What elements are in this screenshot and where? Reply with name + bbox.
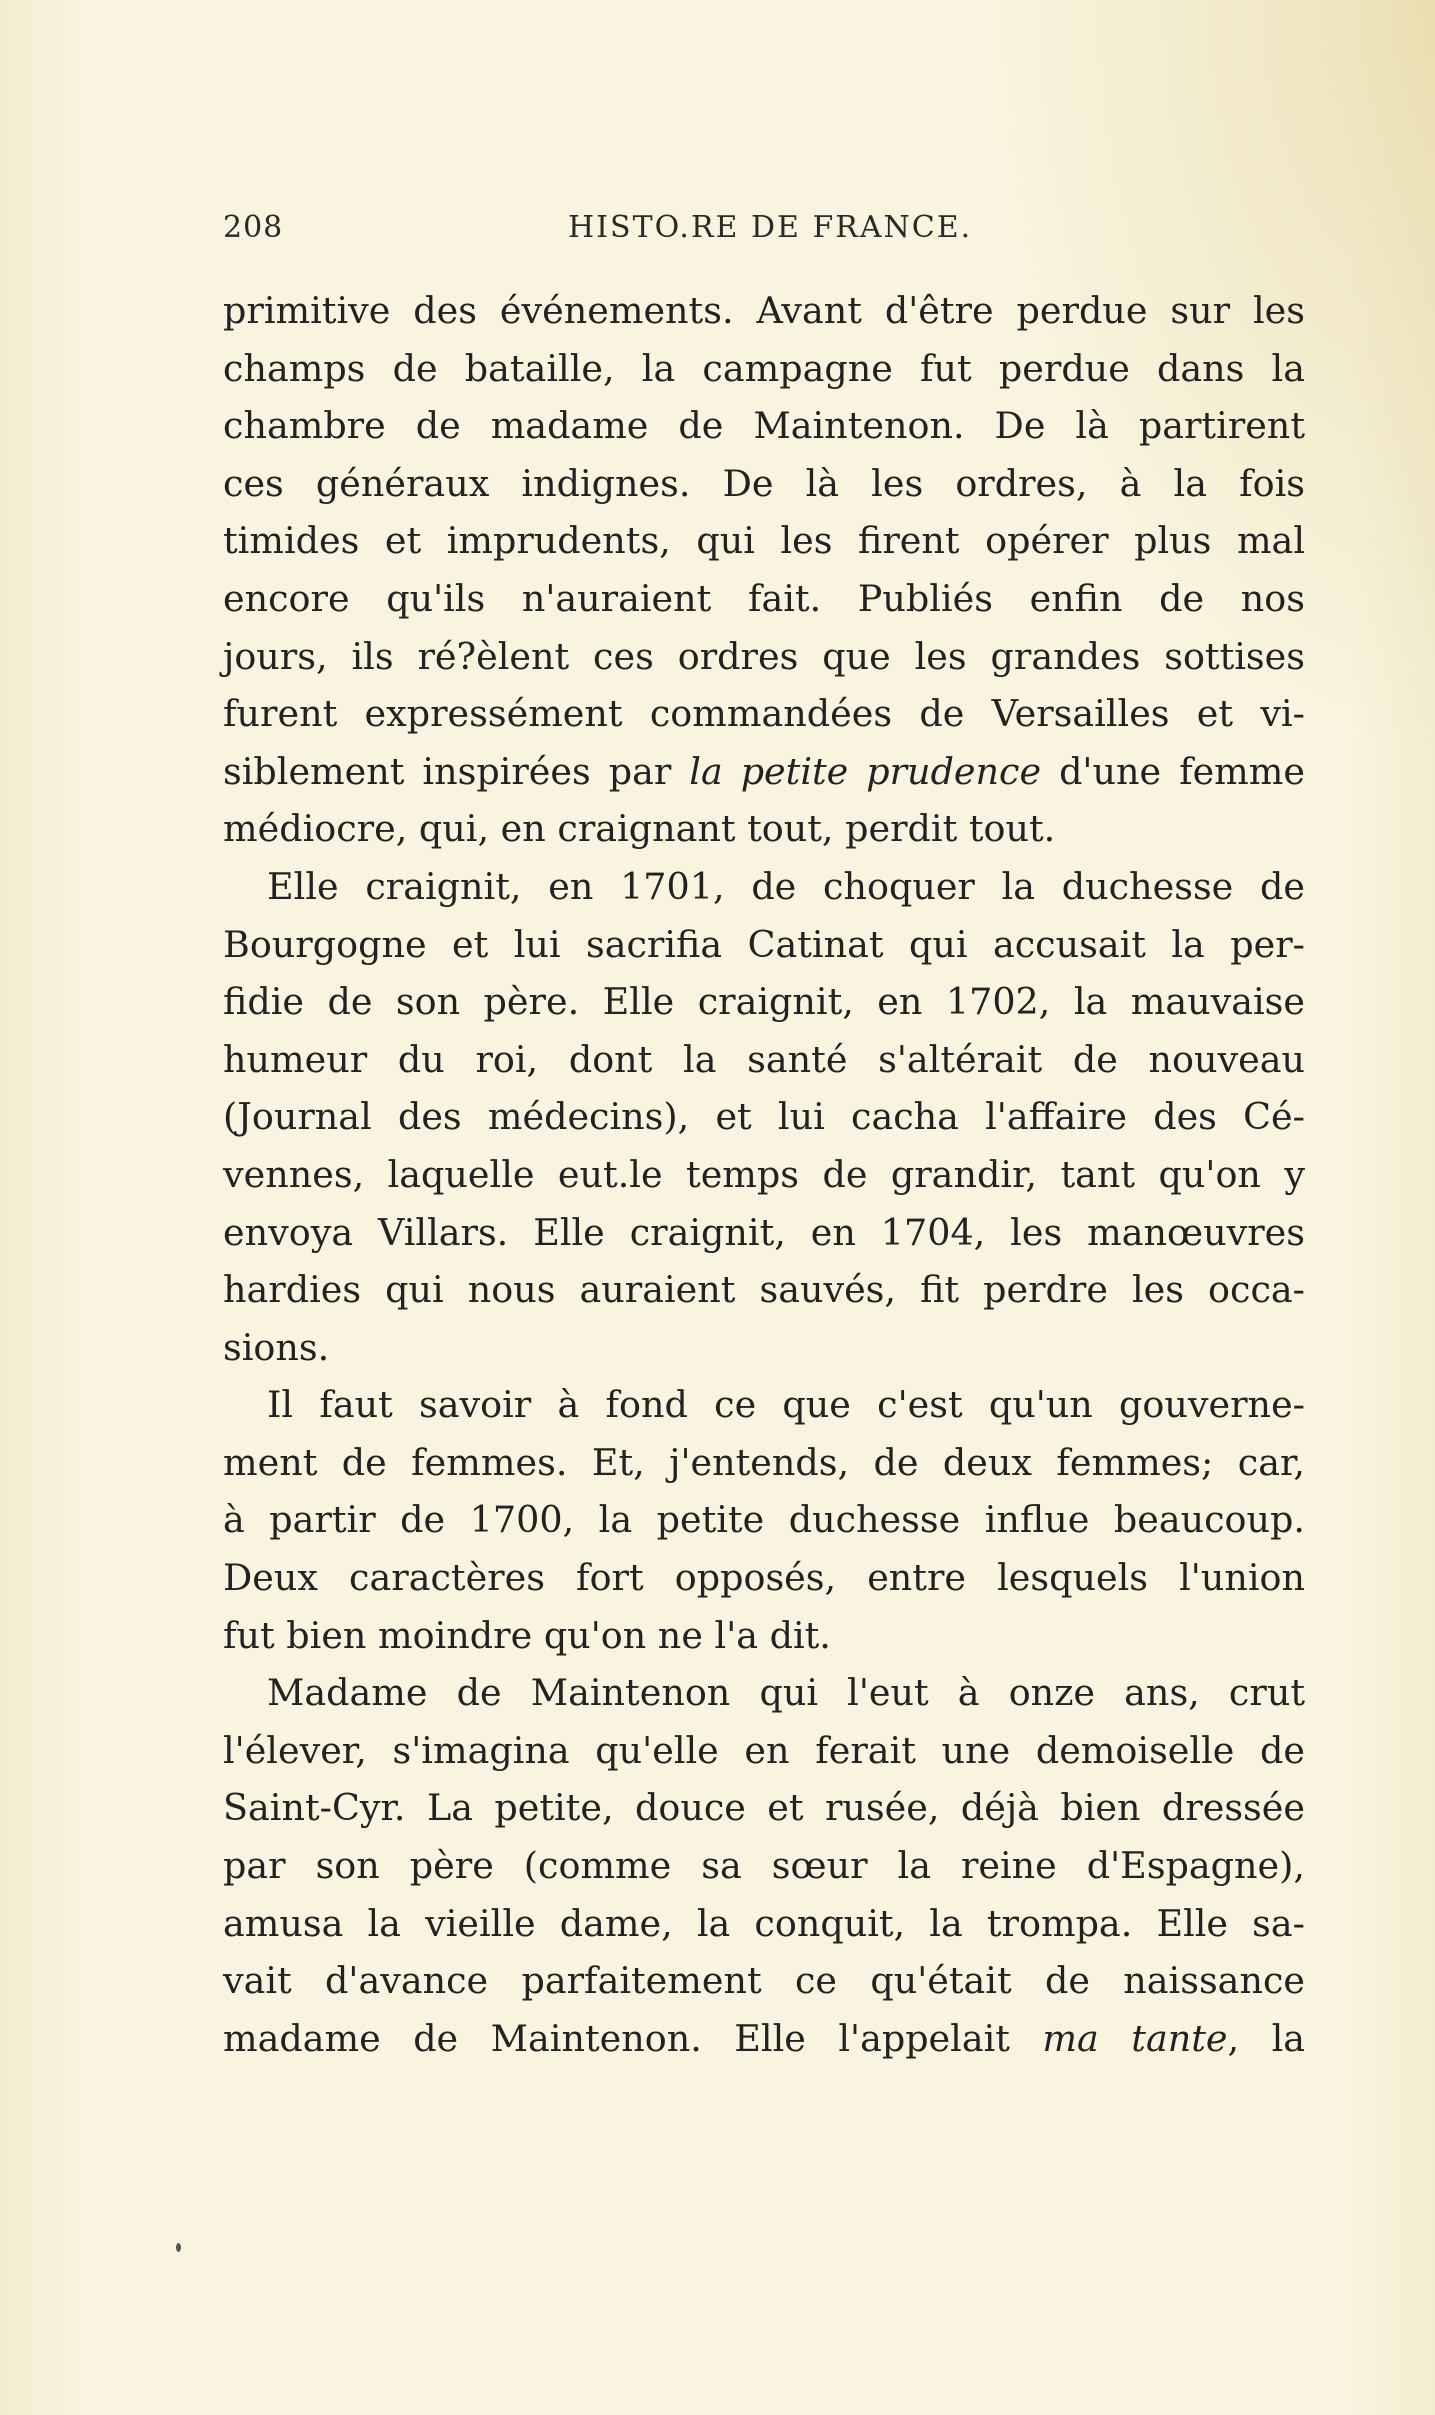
text-line xyxy=(223,397,1305,455)
text-line xyxy=(223,1837,1305,1895)
text-line xyxy=(223,1146,1305,1204)
text-line xyxy=(223,455,1305,513)
text-run: primitive des événements. Avant d'être perdue sur les xyxy=(223,289,1305,332)
text-line xyxy=(223,570,1305,628)
text-run: Il faut savoir à fond ce que c'est qu'un gouverne- xyxy=(267,1383,1305,1427)
text-run: fidie de son père. Elle craignit, en 1702, la mauvaise xyxy=(223,980,1305,1024)
text-run: madame de Maintenon. Elle l'appelait xyxy=(223,2016,1043,2060)
text-run: envoya Villars. Elle craignit, en 1704, les manœuvres xyxy=(223,1210,1305,1254)
text-line xyxy=(223,1261,1305,1319)
text-run: encore qu'ils n'auraient fait. Publiés enfin de nos xyxy=(223,576,1305,620)
italic-run: ma tante xyxy=(1042,2016,1228,2060)
text-run: Madame de Maintenon qui l'eut à onze ans, crut xyxy=(267,1671,1305,1715)
text-run: d'une femme xyxy=(1041,749,1305,793)
ink-speck xyxy=(176,2243,181,2252)
text-line xyxy=(223,1031,1305,1089)
text-line xyxy=(223,743,1305,801)
text-line xyxy=(223,1952,1305,2010)
text-line xyxy=(223,1895,1305,1953)
text-run: Deux caractères fort opposés, entre lesquels l'union xyxy=(223,1556,1305,1600)
text-run: vait d'avance parfaitement ce qu'était de naissance xyxy=(223,1959,1305,2003)
body-text xyxy=(223,282,1305,2067)
text-run: jours, ils ré?èlent ces ordres que les grandes sottises xyxy=(223,634,1305,678)
text-line xyxy=(223,800,1305,858)
text-line xyxy=(223,1607,1305,1665)
text-run: ces généraux indignes. De là les ordres, à la fois xyxy=(223,461,1305,505)
text-line xyxy=(223,512,1305,570)
text-line xyxy=(223,1088,1305,1146)
running-head xyxy=(223,210,1298,250)
text-run: chambre de madame de Maintenon. De là partirent xyxy=(223,404,1305,448)
text-run: l'élever, s'imagina qu'elle en ferait une demoiselle de xyxy=(223,1728,1305,1772)
text-run: (Journal des médecins), et lui cacha l'affaire des Cé- xyxy=(223,1095,1305,1139)
text-run: vennes, laquelle eut.le temps de grandir, tant qu'on y xyxy=(223,1152,1305,1196)
text-run: par son père (comme sa sœur la reine d'Espagne), xyxy=(223,1844,1305,1888)
text-line xyxy=(223,628,1305,686)
text-line xyxy=(223,1549,1305,1607)
running-title: HISTO.RE DE FRANCE. xyxy=(568,210,973,245)
text-line xyxy=(223,340,1305,398)
text-line xyxy=(223,1722,1305,1780)
text-run: humeur du roi, dont la santé s'altérait de nouveau xyxy=(223,1037,1305,1081)
text-line xyxy=(223,1434,1305,1492)
text-run: sions. xyxy=(223,1325,330,1369)
italic-run: la petite prudence xyxy=(689,749,1042,793)
text-line xyxy=(223,1491,1305,1549)
text-line xyxy=(223,1779,1305,1837)
text-run: , la xyxy=(1227,2016,1306,2060)
text-line xyxy=(223,1319,1305,1377)
text-run: Elle craignit, en 1701, de choquer la duchesse de xyxy=(267,864,1305,908)
text-run: Saint-Cyr. La petite, douce et rusée, déjà bien dressée xyxy=(223,1786,1305,1830)
text-line xyxy=(223,1204,1305,1262)
text-run: siblement inspirées par xyxy=(223,749,690,793)
text-run: ment de femmes. Et, j'entends, de deux femmes; car, xyxy=(223,1440,1305,1484)
text-line xyxy=(223,916,1305,974)
text-line xyxy=(223,1664,1305,1722)
text-run: Bourgogne et lui sacrifia Catinat qui accusait la per- xyxy=(223,922,1305,966)
text-line xyxy=(223,685,1305,743)
text-run: hardies qui nous auraient sauvés, fit perdre les occa- xyxy=(223,1268,1305,1312)
text-run: champs de bataille, la campagne fut perdue dans la xyxy=(223,346,1305,390)
page-number: 208 xyxy=(223,210,284,245)
text-line xyxy=(223,973,1305,1031)
text-line xyxy=(223,282,1305,340)
text-run: amusa la vieille dame, la conquit, la trompa. Elle sa- xyxy=(223,1901,1305,1945)
text-run: furent expressément commandées de Versailles et vi- xyxy=(223,692,1305,736)
text-line xyxy=(223,1376,1305,1434)
text-line xyxy=(223,2010,1305,2068)
text-run: à partir de 1700, la petite duchesse influe beaucoup. xyxy=(223,1498,1305,1542)
text-run: médiocre, qui, en craignant tout, perdit tout. xyxy=(223,807,1056,851)
text-line xyxy=(223,858,1305,916)
text-run: timides et imprudents, qui les firent opérer plus mal xyxy=(223,519,1305,563)
text-run: fut bien moindre qu'on ne l'a dit. xyxy=(223,1613,831,1657)
